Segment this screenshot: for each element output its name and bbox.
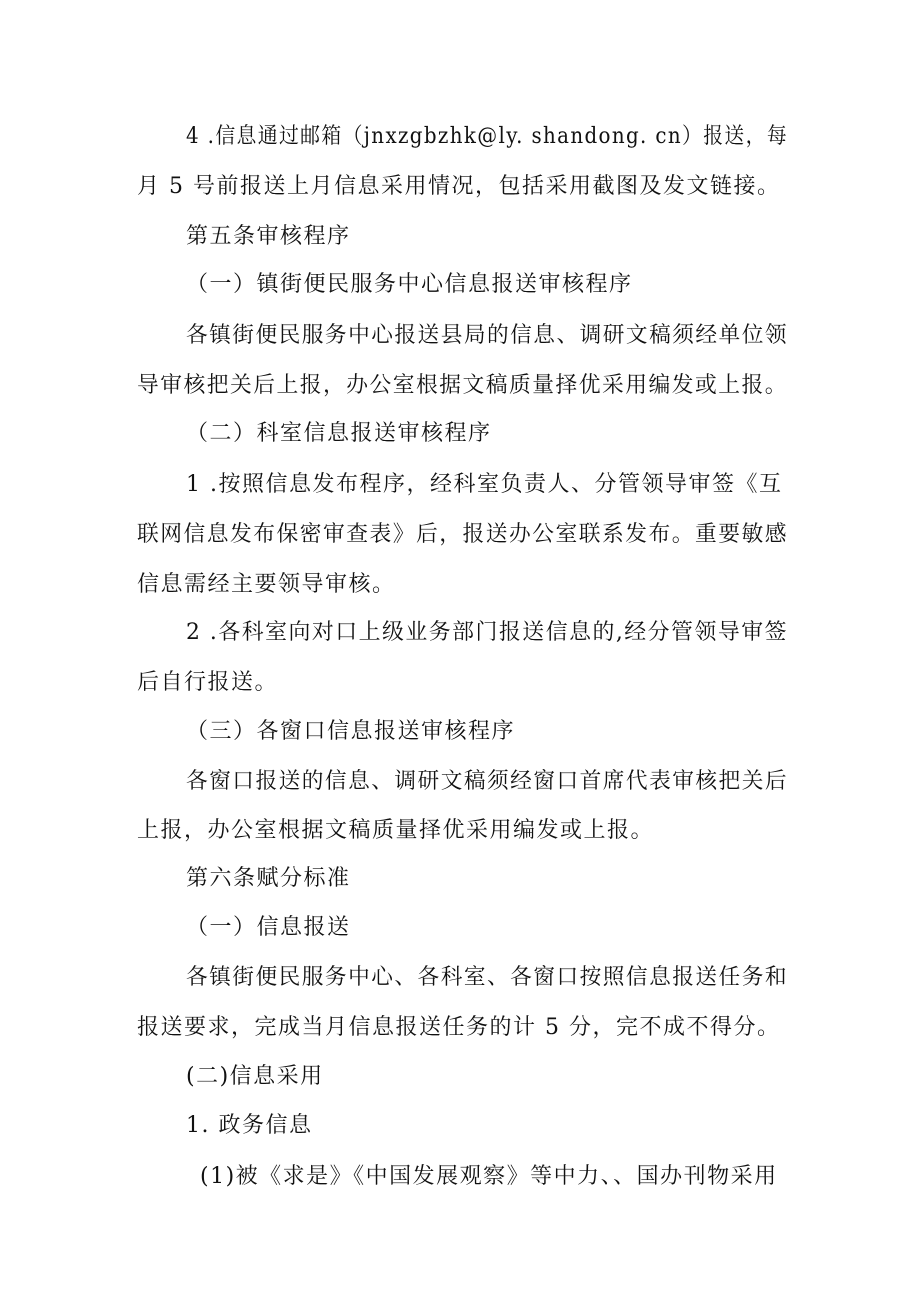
list-item-heading: 1. 政务信息 <box>186 1113 313 1138</box>
paragraph-line: 各镇街便民服务中心报送县局的信息、调研文稿须经单位领 <box>186 323 789 348</box>
paragraph-line: 后自行报送。 <box>137 670 279 695</box>
paragraph-line: 报送要求，完成当月信息报送任务的计 5 分，完不成不得分。 <box>137 1015 781 1040</box>
paragraph-line: (1)被《求是》《中国发展观察》等中力、、国办刊物采用 <box>200 1164 778 1189</box>
paragraph-line: 2 .各科室向对口上级业务部门报送信息的,经分管领导审签 <box>186 620 788 645</box>
paragraph-line: 信息需经主要领导审核。 <box>137 572 396 597</box>
section-heading: 第五条审核程序 <box>186 224 351 249</box>
subsection-heading: (二)信息采用 <box>186 1064 324 1089</box>
paragraph-line: 4 .信息通过邮箱（jnxzgbzhk@ly. shandong. cn）报送，每 <box>186 124 789 149</box>
paragraph-line: 联网信息发布保密审查表》后，报送办公室联系发布。重要敏感 <box>137 522 789 547</box>
paragraph-line: 上报，办公室根据文稿质量择优采用编发或上报。 <box>137 818 655 843</box>
paragraph-line: 各镇街便民服务中心、各科室、各窗口按照信息报送任务和 <box>186 965 789 990</box>
section-heading: 第六条赋分标准 <box>186 866 351 891</box>
subsection-heading: （一）信息报送 <box>186 915 351 940</box>
paragraph-line: 各窗口报送的信息、调研文稿须经窗口首席代表审核把关后 <box>186 769 789 794</box>
paragraph-line: 月 5 号前报送上月信息采用情况，包括采用截图及发文链接。 <box>137 174 781 199</box>
paragraph-line: 导审核把关后上报，办公室根据文稿质量择优采用编发或上报。 <box>137 373 789 398</box>
paragraph-line: 1 .按照信息发布程序，经科室负责人、分管领导审签《互 <box>186 472 783 497</box>
subsection-heading: （二）科室信息报送审核程序 <box>186 421 492 446</box>
subsection-heading: （一）镇街便民服务中心信息报送审核程序 <box>186 272 633 297</box>
subsection-heading: （三）各窗口信息报送审核程序 <box>186 719 516 744</box>
